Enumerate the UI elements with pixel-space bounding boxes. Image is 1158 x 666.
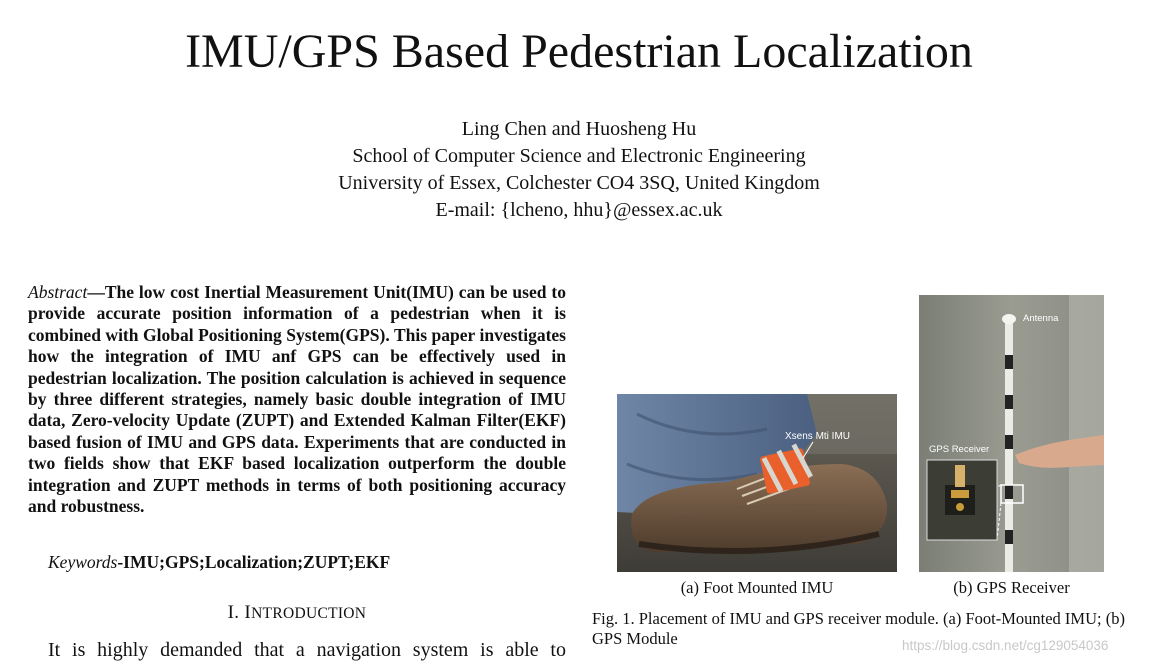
- abstract-label: Abstract: [28, 282, 88, 302]
- abstract-text: —The low cost Inertial Measurement Unit(IMU) can be used to provide accurate position information of a pedestrian when it is combined with Global Positioning System(GPS). This paper investigates how the integration of IMU anf GPS can be effectively used in pedestrian localization. The position calculation is achieved in sequence by three different strategies, namely basic double integration of IMU data, Zero-velocity Update (ZUPT) and Extended Kalman Filter(EKF) based fusion of IMU and GPS data. Experiments that are conducted in two fields show that EKF based localization outperform the double integration and ZUPT methods in terms of both positioning accuracy and robustness.: [28, 282, 566, 517]
- section-number: I.: [227, 602, 240, 623]
- author-block: [0, 116, 1158, 224]
- keywords-label: Keywords: [48, 552, 118, 572]
- section-title-rest: NTRODUCTION: [251, 605, 367, 622]
- figure-gps-receiver-photo: [919, 295, 1104, 572]
- label-antenna: Antenna: [1023, 313, 1059, 324]
- author-email: E-mail: {lcheno, hhu}@essex.ac.uk: [435, 199, 723, 221]
- abstract: [28, 282, 566, 517]
- author-names: Ling Chen and Huosheng Hu: [461, 118, 697, 140]
- paper-title: IMU/GPS Based Pedestrian Localization: [185, 25, 973, 78]
- section-title-initial: I: [244, 602, 252, 623]
- label-gps-receiver: GPS Receiver: [929, 444, 990, 455]
- affiliation-school: School of Computer Science and Electronic Engineering: [352, 145, 806, 167]
- keywords: [48, 551, 566, 573]
- figure-caption: Fig. 1. Placement of IMU and GPS receiver module. (a) Foot-Mounted IMU; (b) GPS Module: [592, 609, 1125, 648]
- label-xsens-imu: Xsens Mti IMU: [785, 431, 851, 442]
- affiliation-university: University of Essex, Colchester CO4 3SQ, United Kingdom: [338, 172, 820, 194]
- subfigure-b-caption: (b) GPS Receiver: [953, 578, 1070, 597]
- watermark: https://blog.csdn.net/cg129054036: [902, 638, 1109, 653]
- keywords-text: -IMU;GPS;Localization;ZUPT;EKF: [117, 552, 391, 572]
- section-heading-introduction: [28, 601, 566, 626]
- figure-foot-imu-photo: [617, 394, 897, 572]
- introduction-first-line: It is highly demanded that a navigation system is able to: [48, 639, 566, 661]
- subfigure-a-caption: (a) Foot Mounted IMU: [680, 578, 834, 597]
